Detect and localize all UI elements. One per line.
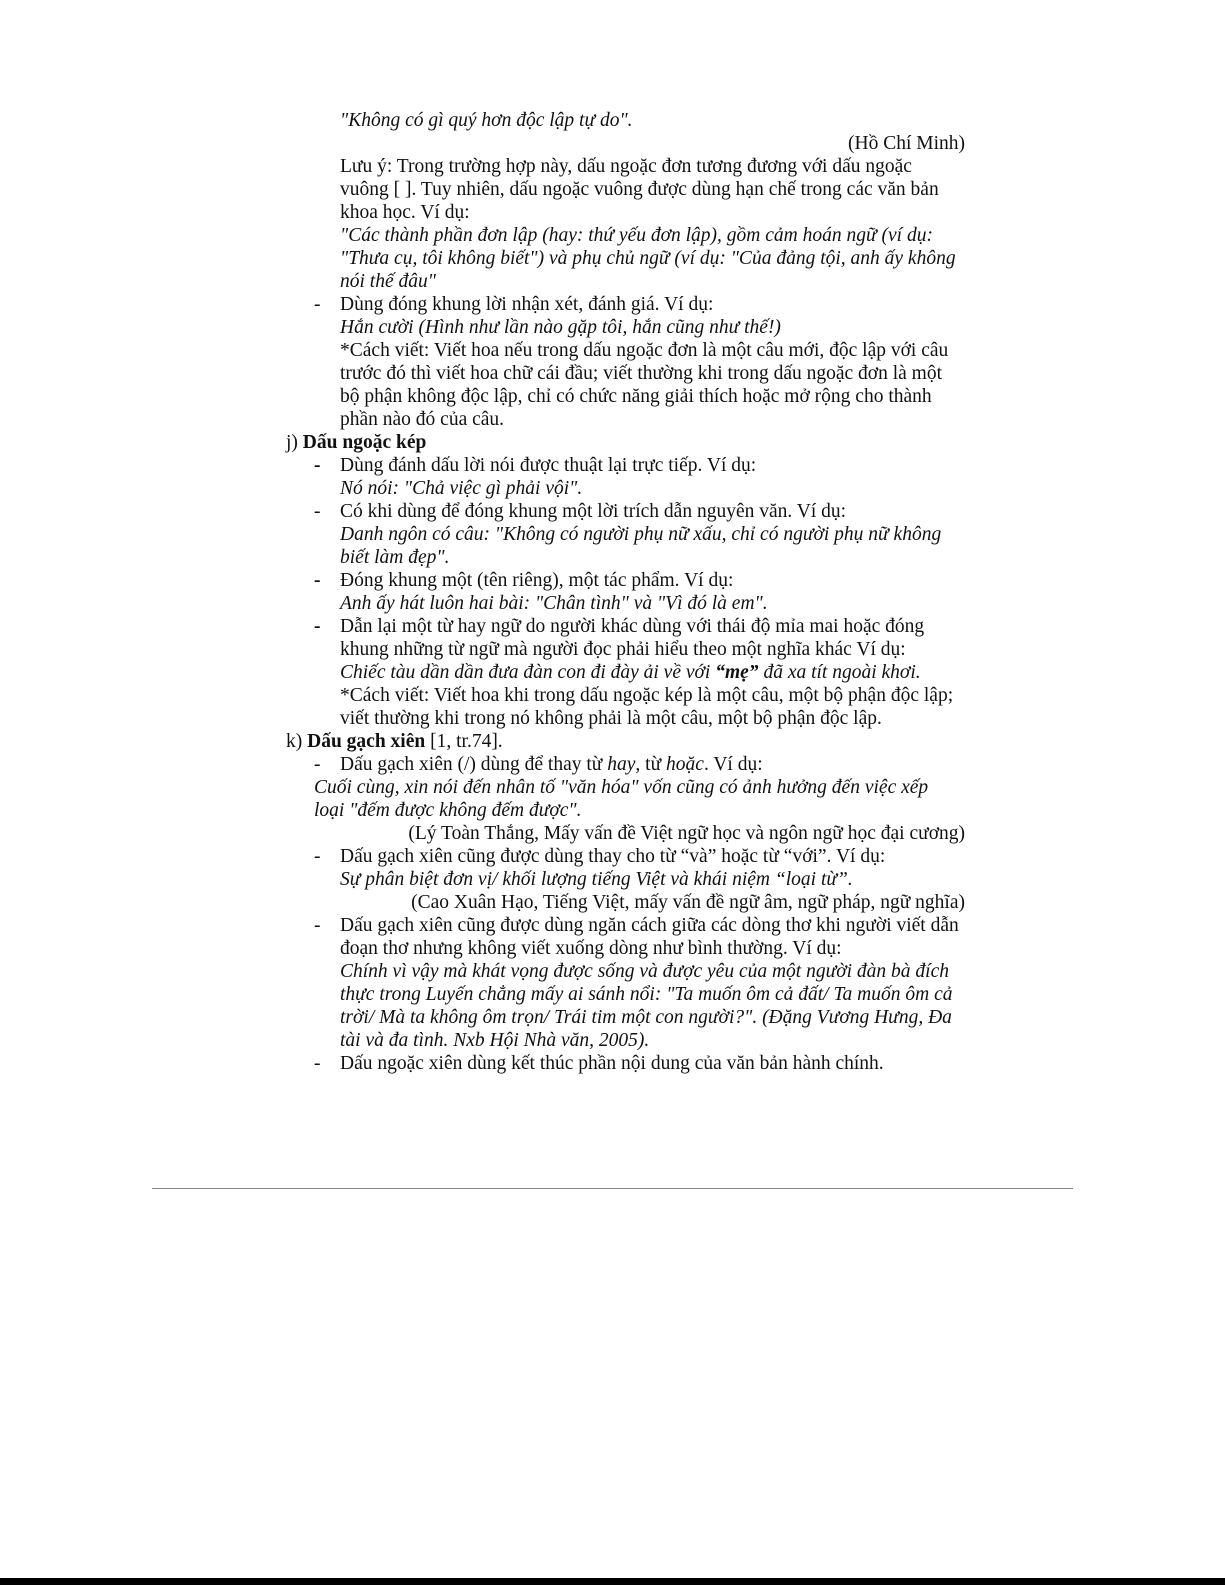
text-emphasis: hoặc [666,754,704,775]
text-line [340,753,763,776]
text-line: bộ phận không độc lập, chỉ có chức năng giải thích hoặc mở rộng cho thành [340,386,932,407]
example-line: Nó nói: "Chả việc gì phải vội". [340,478,583,499]
text-line: phần nào đó của câu. [340,409,505,430]
text-line: khoa học. Ví dụ: [340,202,470,223]
bullet-dash: - [314,501,321,522]
quote-line: "Không có gì quý hơn độc lập tự do". [340,110,633,131]
text-line: trước đó thì viết hoa chữ cái đầu; viết thường khi trong dấu ngoặc đơn là một [340,363,943,384]
text-line: Dẫn lại một từ hay ngữ do người khác dùng với thái độ mỉa mai hoặc đóng [340,616,925,637]
text-part: . Ví dụ: [703,754,763,775]
text-line: Đóng khung một (tên riêng), một tác phẩm. Ví dụ: [340,570,734,591]
example-line: biết làm đẹp". [340,547,450,568]
section-title: Dấu ngoặc kép [302,432,427,453]
text-part: , từ [635,754,667,775]
section-letter: j) [286,432,303,453]
text-line: Lưu ý: Trong trường hợp này, dấu ngoặc đơn tương đương với dấu ngoặc [340,156,912,177]
example-line: tài và đa tình. Nxb Hội Nhà văn, 2005). [340,1030,650,1051]
text-line: Dùng đóng khung lời nhận xét, đánh giá. Ví dụ: [340,294,714,315]
text-part: Dấu gạch xiên (/) dùng để thay từ [340,754,608,775]
section-title: Dấu gạch xiên [307,731,426,752]
example-line: Danh ngôn có câu: "Không có người phụ nữ xấu, chỉ có người phụ nữ không [340,524,942,545]
example-line: loại "đếm được không đếm được". [314,800,582,821]
attribution: (Lý Toàn Thắng, Mấy vấn đề Việt ngữ học và ngôn ngữ học đại cương) [408,823,965,844]
bullet-dash: - [314,455,321,476]
attribution: (Hồ Chí Minh) [848,133,965,154]
text-line: Dấu gạch xiên cũng được dùng thay cho từ “và” hoặc từ “với”. Ví dụ: [340,846,886,867]
text-line: vuông [ ]. Tuy nhiên, dấu ngoặc vuông được dùng hạn chế trong các văn bản [340,179,939,200]
example-part: Chiếc tàu dần dần đưa đàn con đi đày ải về với [340,662,716,683]
example-line: nói thế đâu" [340,271,436,292]
bullet-dash: - [314,616,321,637]
bullet-dash: - [314,1053,321,1074]
bullet-dash: - [314,570,321,591]
text-line: Dấu ngoặc xiên dùng kết thúc phần nội dung của văn bản hành chính. [340,1053,884,1074]
example-line: Hắn cười (Hình như lần nào gặp tôi, hắn cũng như thế!) [340,317,781,338]
section-heading-j [286,431,426,454]
example-emphasis: “mẹ” [715,662,759,683]
example-line: Sự phân biệt đơn vị/ khối lượng tiếng Việt và khái niệm “loại từ”. [340,869,853,890]
section-letter: k) [286,731,308,752]
text-line: khung những từ ngữ mà người đọc phải hiểu theo một nghĩa khác Ví dụ: [340,639,906,660]
text-line: Dùng đánh dấu lời nói được thuật lại trực tiếp. Ví dụ: [340,455,757,476]
text-line: Có khi dùng để đóng khung một lời trích dẫn nguyên văn. Ví dụ: [340,501,847,522]
page-separator [152,1188,1073,1189]
bullet-dash: - [314,846,321,867]
example-line: Anh ấy hát luôn hai bài: "Chân tình" và "Vì đó là em". [340,593,768,614]
bullet-dash: - [314,754,321,775]
text-line: viết thường khi trong nó không phải là một câu, một bộ phận độc lập. [340,708,882,729]
example-line [340,661,921,684]
example-part: đã xa tít ngoài khơi. [758,662,921,683]
bottom-edge-bar [0,1578,1225,1585]
example-line: Cuối cùng, xin nói đến nhân tố "văn hóa" vốn cũng có ảnh hưởng đến việc xếp [314,777,929,798]
bullet-dash: - [314,294,321,315]
attribution: (Cao Xuân Hạo, Tiếng Việt, mấy vấn đề ngữ âm, ngữ pháp, ngữ nghĩa) [411,892,965,913]
example-line: "Các thành phần đơn lập (hay: thứ yếu đơn lập), gồm cảm hoán ngữ (ví dụ: [340,225,933,246]
bullet-dash: - [314,915,321,936]
text-line: *Cách viết: Viết hoa nếu trong dấu ngoặc đơn là một câu mới, độc lập với câu [340,340,949,361]
text-line: Dấu gạch xiên cũng được dùng ngăn cách giữa các dòng thơ khi người viết dẫn [340,915,959,936]
text-emphasis: hay [607,754,636,775]
example-line: "Thưa cụ, tôi không biết") và phụ chủ ngữ (ví dụ: "Của đảng tội, anh ấy không [340,248,956,269]
text-line: *Cách viết: Viết hoa khi trong dấu ngoặc kép là một câu, một bộ phận độc lập; [340,685,954,706]
example-line: Chính vì vậy mà khát vọng được sống và được yêu của một người đàn bà đích [340,961,950,982]
text-line: đoạn thơ nhưng không viết xuống dòng như bình thường. Ví dụ: [340,938,842,959]
example-line: trời/ Mà ta không ôm trọn/ Trái tim một con người?". (Đặng Vương Hưng, Đa [340,1007,952,1028]
section-heading-k [286,730,503,753]
example-line: thực trong Luyến chẳng mấy ai sánh nổi: "Ta muốn ôm cả đất/ Ta muốn ôm cả [340,984,953,1005]
section-reference: [1, tr.74]. [425,731,503,752]
